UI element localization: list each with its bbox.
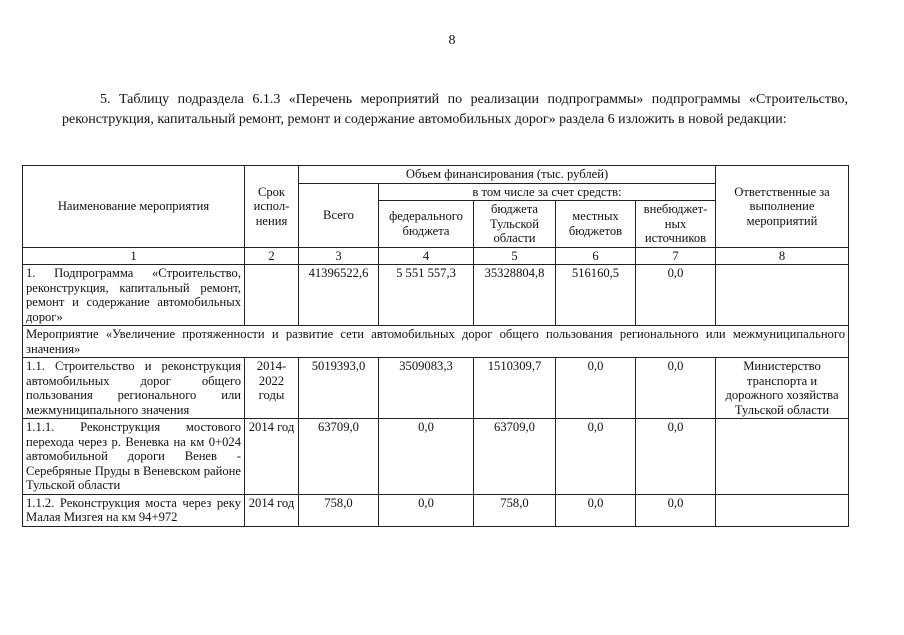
- row-regional: 35328804,8: [474, 265, 556, 326]
- row-federal: 0,0: [379, 494, 474, 526]
- column-number: 4: [379, 247, 474, 265]
- row-total: 5019393,0: [299, 358, 379, 419]
- row-total: 758,0: [299, 494, 379, 526]
- row-extra: 0,0: [636, 265, 716, 326]
- row-regional: 758,0: [474, 494, 556, 526]
- intro-text: 5. Таблицу подраздела 6.1.3 «Перечень мероприятий по реализации подпрограммы» подпрограммы «Строительство, реконструкция, капитальный ремонт, ремонт и содержание автомобильных дорог» раздела 6 изложить в новой редакции:: [62, 92, 848, 127]
- intro-paragraph: [62, 90, 848, 130]
- row-local: 0,0: [556, 419, 636, 495]
- row-responsible: [716, 494, 849, 526]
- row-term: [245, 265, 299, 326]
- column-numbers-row: [23, 247, 849, 265]
- row-total: 63709,0: [299, 419, 379, 495]
- header-name: Наименование мероприятия: [23, 166, 245, 248]
- column-number: 1: [23, 247, 245, 265]
- column-number: 2: [245, 247, 299, 265]
- row-federal: 0,0: [379, 419, 474, 495]
- table-row: [23, 419, 849, 495]
- header-total: Всего: [299, 183, 379, 247]
- column-number: 5: [474, 247, 556, 265]
- row-name: 1.1.2. Реконструкция моста через реку Малая Мизгея на км 94+972: [23, 494, 245, 526]
- header-regional: бюджета Тульской области: [474, 201, 556, 248]
- row-name: 1.1. Строительство и реконструкция автомобильных дорог общего пользования регионального или межмуниципального значения: [23, 358, 245, 419]
- row-extra: 0,0: [636, 419, 716, 495]
- table-row: [23, 494, 849, 526]
- row-name: 1. Подпрограмма «Строительство, реконструкция, капитальный ремонт, ремонт и содержание автомобильных дорог»: [23, 265, 245, 326]
- column-number: 7: [636, 247, 716, 265]
- header-term: Срок испол-нения: [245, 166, 299, 248]
- header-responsible: Ответственные за выполнение мероприятий: [716, 166, 849, 248]
- row-responsible: [716, 265, 849, 326]
- row-regional: 63709,0: [474, 419, 556, 495]
- section-title: Мероприятие «Увеличение протяженности и развитие сети автомобильных дорог общего пользования регионального или межмуниципального значения»: [23, 326, 849, 358]
- row-extra: 0,0: [636, 358, 716, 419]
- row-local: 0,0: [556, 358, 636, 419]
- row-responsible: Министерство транспорта и дорожного хозяйства Тульской области: [716, 358, 849, 419]
- row-local: 0,0: [556, 494, 636, 526]
- column-number: 8: [716, 247, 849, 265]
- row-term: 2014-2022 годы: [245, 358, 299, 419]
- row-term: 2014 год: [245, 494, 299, 526]
- funding-table: [22, 165, 849, 527]
- row-federal: 5 551 557,3: [379, 265, 474, 326]
- section-row: [23, 326, 849, 358]
- header-extra: внебюджет-ных источников: [636, 201, 716, 248]
- header-including: в том числе за счет средств:: [379, 183, 716, 201]
- header-funding: Объем финансирования (тыс. рублей): [299, 166, 716, 184]
- row-extra: 0,0: [636, 494, 716, 526]
- row-regional: 1510309,7: [474, 358, 556, 419]
- row-local: 516160,5: [556, 265, 636, 326]
- table-row: [23, 265, 849, 326]
- row-responsible: [716, 419, 849, 495]
- column-number: 6: [556, 247, 636, 265]
- table-row: [23, 358, 849, 419]
- row-term: 2014 год: [245, 419, 299, 495]
- header-federal: федерального бюджета: [379, 201, 474, 248]
- page-number: 8: [448, 33, 456, 48]
- row-total: 41396522,6: [299, 265, 379, 326]
- row-name: 1.1.1. Реконструкция мостового перехода через р. Веневка на км 0+024 автомобильной дороги Венев - Серебряные Пруды в Веневском районе Тульской области: [23, 419, 245, 495]
- column-number: 3: [299, 247, 379, 265]
- header-local: местных бюджетов: [556, 201, 636, 248]
- row-federal: 3509083,3: [379, 358, 474, 419]
